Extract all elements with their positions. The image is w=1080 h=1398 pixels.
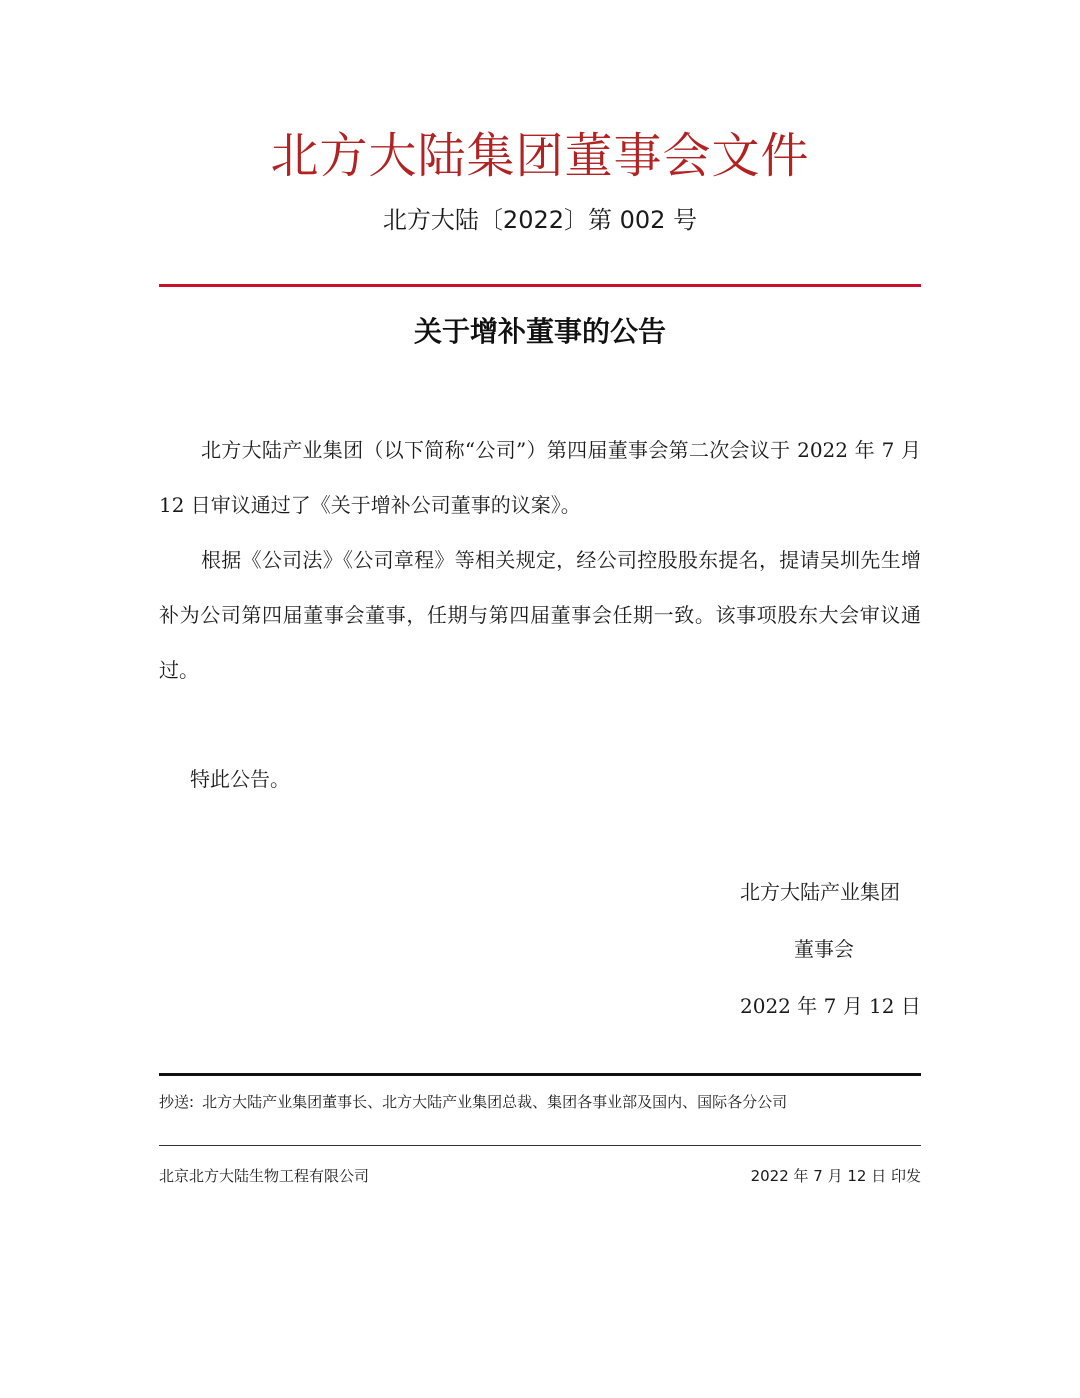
red-divider [159, 284, 921, 287]
cc-label: 抄送: [159, 1093, 195, 1111]
body-paragraph-2: 根据《公司法》《公司章程》等相关规定，经公司控股股东提名，提请吴圳先生增补为公司第四届董事会董事，任期与第四届董事会任期一致。该事项股东大会审议通过。 [159, 548, 921, 682]
cc-line [159, 1090, 921, 1114]
issuer-name: 北京北方大陆生物工程有限公司 [159, 1167, 370, 1185]
closing-statement: 特此公告。 [190, 767, 290, 791]
document-header-title: 北方大陆集团董事会文件 [270, 128, 810, 184]
body-paragraph-1: 北方大陆产业集团（以下简称“公司”）第四届董事会第二次会议于 2022 年 7 月 12 日审议通过了《关于增补公司董事的议案》。 [159, 438, 921, 517]
cc-recipients: 北方大陆产业集团董事长、北方大陆产业集团总裁、集团各事业部及国内、国际各分公司 [202, 1093, 788, 1111]
signature-date: 2022 年 7 月 12 日 [740, 994, 921, 1018]
notice-title: 关于增补董事的公告 [413, 315, 666, 348]
document-number: 北方大陆〔2022〕第 002 号 [382, 206, 698, 234]
issue-date: 2022 年 7 月 12 日 印发 [750, 1167, 921, 1185]
footer-top-divider [159, 1073, 921, 1076]
signature-board: 董事会 [794, 937, 854, 961]
footer-bottom-divider [159, 1145, 921, 1146]
signature-organization: 北方大陆产业集团 [740, 880, 900, 904]
